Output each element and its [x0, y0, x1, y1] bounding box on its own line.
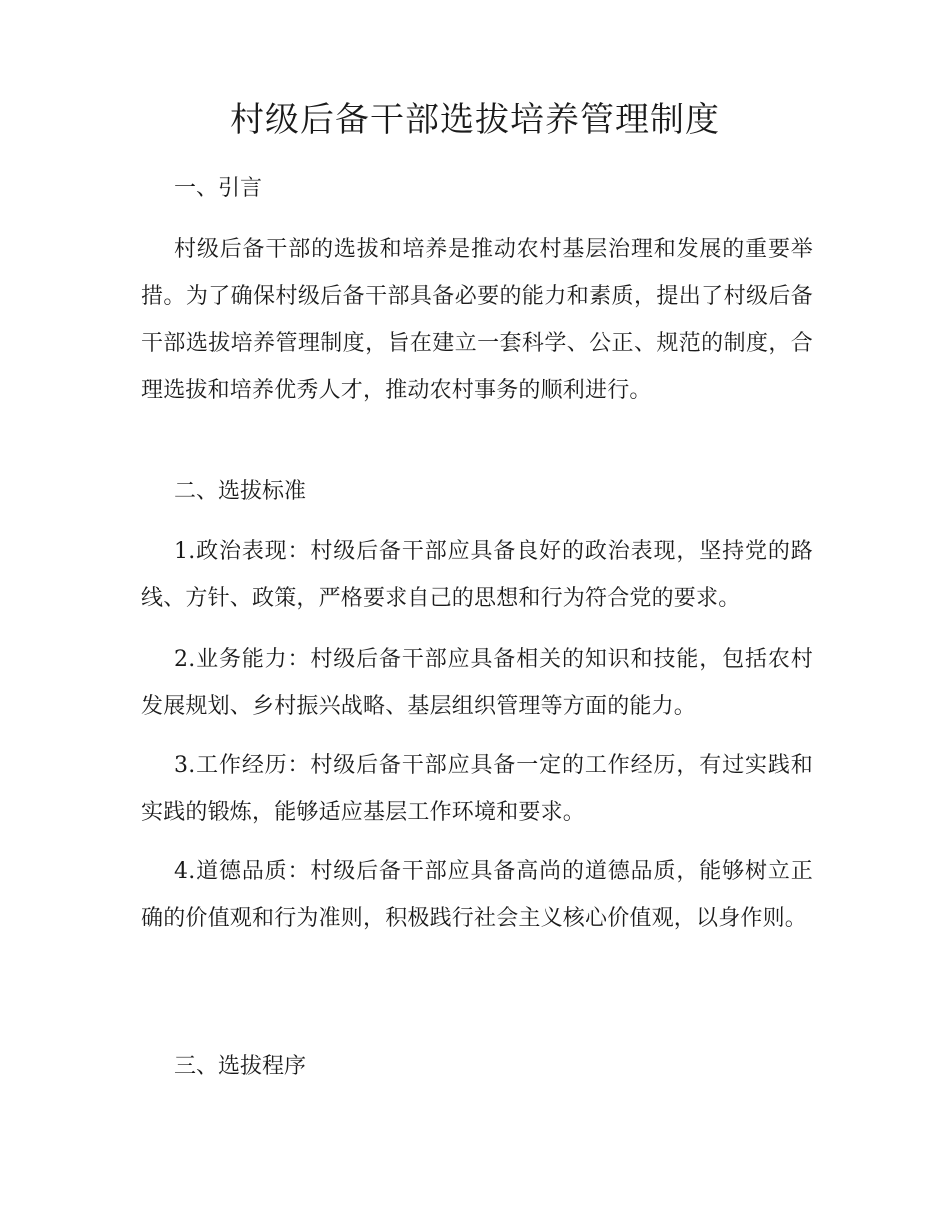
criteria-item-experience: 3.工作经历：村级后备干部应具备一定的工作经历，有过实践和实践的锻炼，能够适应基层工作环境和要求。	[141, 753, 813, 825]
criteria-item-ability: 2.业务能力：村级后备干部应具备相关的知识和技能，包括农村发展规划、乡村振兴战略、基层组织管理等方面的能力。	[141, 647, 813, 719]
intro-paragraph: 村级后备干部的选拔和培养是推动农村基层治理和发展的重要举措。为了确保村级后备干部具备必要的能力和素质，提出了村级后备干部选拔培养管理制度，旨在建立一套科学、公正、规范的制度，合理选拔和培养优秀人才，推动农村事务的顺利进行。	[141, 237, 813, 403]
section-heading-procedure: 三、选拔程序	[174, 1054, 307, 1079]
criteria-item-political: 1.政治表现：村级后备干部应具备良好的政治表现，坚持党的路线、方针、政策，严格要求自己的思想和行为符合党的要求。	[141, 539, 813, 611]
criteria-item-morality: 4.道德品质：村级后备干部应具备高尚的道德品质，能够树立正确的价值观和行为准则，积极践行社会主义核心价值观，以身作则。	[141, 859, 813, 931]
section-heading-criteria: 二、选拔标准	[174, 479, 307, 504]
section-heading-intro: 一、引言	[174, 176, 263, 201]
document-title: 村级后备干部选拔培养管理制度	[230, 100, 720, 140]
